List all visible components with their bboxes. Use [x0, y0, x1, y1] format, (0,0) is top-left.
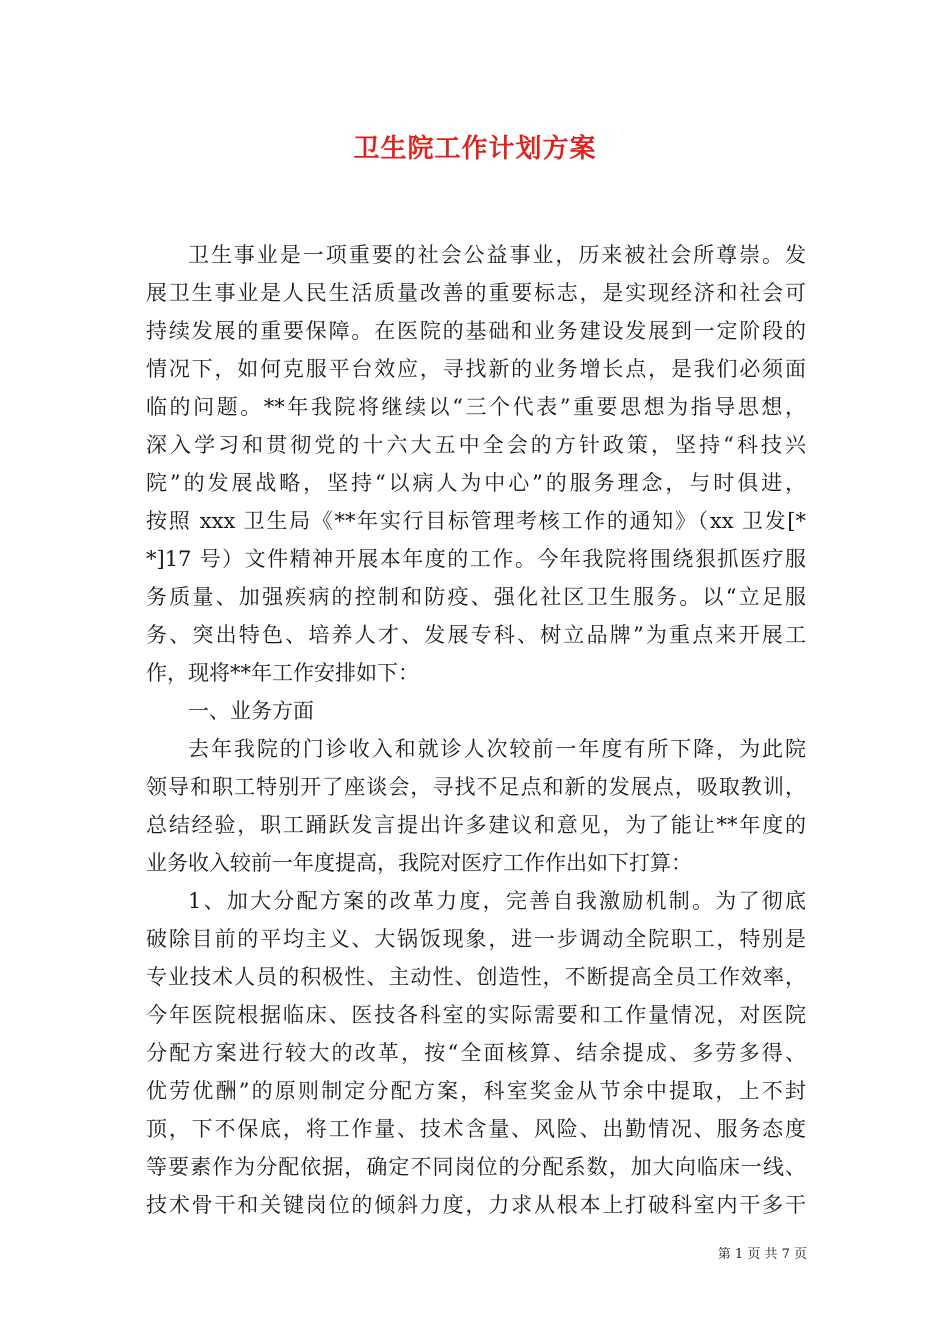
- text-line: 临的问题。**年我院将继续以“三个代表”重要思想为指导思想，: [146, 395, 806, 419]
- text-line: 按照 xxx 卫生局《**年实行目标管理考核工作的通知》（xx 卫发[*: [146, 509, 806, 533]
- text-line: 去年我院的门诊收入和就诊人次较前一年度有所下降，为此院: [188, 737, 806, 761]
- section-heading: 一、业务方面: [188, 699, 314, 723]
- text-line: *]17 号）文件精神开展本年度的工作。今年我院将围绕狠抓医疗服: [146, 547, 806, 571]
- text-line: 等要素作为分配依据，确定不同岗位的分配系数，加大向临床一线、: [146, 1155, 806, 1179]
- text-line: 顶，下不保底，将工作量、技术含量、风险、出勤情况、服务态度: [146, 1117, 806, 1141]
- text-line: 破除目前的平均主义、大锅饭现象，进一步调动全院职工，特别是: [146, 927, 806, 951]
- text-line: 业务收入较前一年度提高，我院对医疗工作作出如下打算：: [146, 851, 692, 875]
- text-line: 卫生事业是一项重要的社会公益事业，历来被社会所尊崇。发: [188, 243, 806, 267]
- text-line: 总结经验，职工踊跃发言提出许多建议和意见，为了能让**年度的: [146, 813, 806, 837]
- document-title: 卫生院工作计划方案: [353, 134, 597, 164]
- text-line: 技术骨干和关键岗位的倾斜力度，力求从根本上打破科室内干多干: [146, 1193, 806, 1217]
- text-line: 优劳优酬”的原则制定分配方案，科室奖金从节余中提取，上不封: [146, 1079, 806, 1103]
- text-line: 领导和职工特别开了座谈会，寻找不足点和新的发展点，吸取教训，: [146, 775, 806, 799]
- text-line: 务质量、加强疾病的控制和防疫、强化社区卫生服务。以“立足服: [146, 585, 806, 609]
- document-body: [146, 236, 806, 1224]
- text-line: 分配方案进行较大的改革，按“全面核算、结余提成、多劳多得、: [146, 1041, 806, 1065]
- page-number: 第 1 页 共 7 页: [717, 1247, 807, 1262]
- text-line: 专业技术人员的积极性、主动性、创造性，不断提高全员工作效率，: [146, 965, 806, 989]
- text-line: 1、加大分配方案的改革力度，完善自我激励机制。为了彻底: [188, 889, 806, 913]
- text-line: 持续发展的重要保障。在医院的基础和业务建设发展到一定阶段的: [146, 319, 806, 343]
- text-line: 务、突出特色、培养人才、发展专科、树立品牌”为重点来开展工: [146, 623, 806, 647]
- text-line: 院”的发展战略，坚持“以病人为中心”的服务理念，与时俱进，: [146, 471, 806, 495]
- text-line: 今年医院根据临床、医技各科室的实际需要和工作量情况，对医院: [146, 1003, 806, 1027]
- text-line: 展卫生事业是人民生活质量改善的重要标志，是实现经济和社会可: [146, 281, 806, 305]
- text-line: 作，现将**年工作安排如下：: [146, 661, 419, 685]
- text-line: 情况下，如何克服平台效应，寻找新的业务增长点，是我们必须面: [146, 357, 806, 381]
- text-line: 深入学习和贯彻党的十六大五中全会的方针政策，坚持“科技兴: [146, 433, 806, 457]
